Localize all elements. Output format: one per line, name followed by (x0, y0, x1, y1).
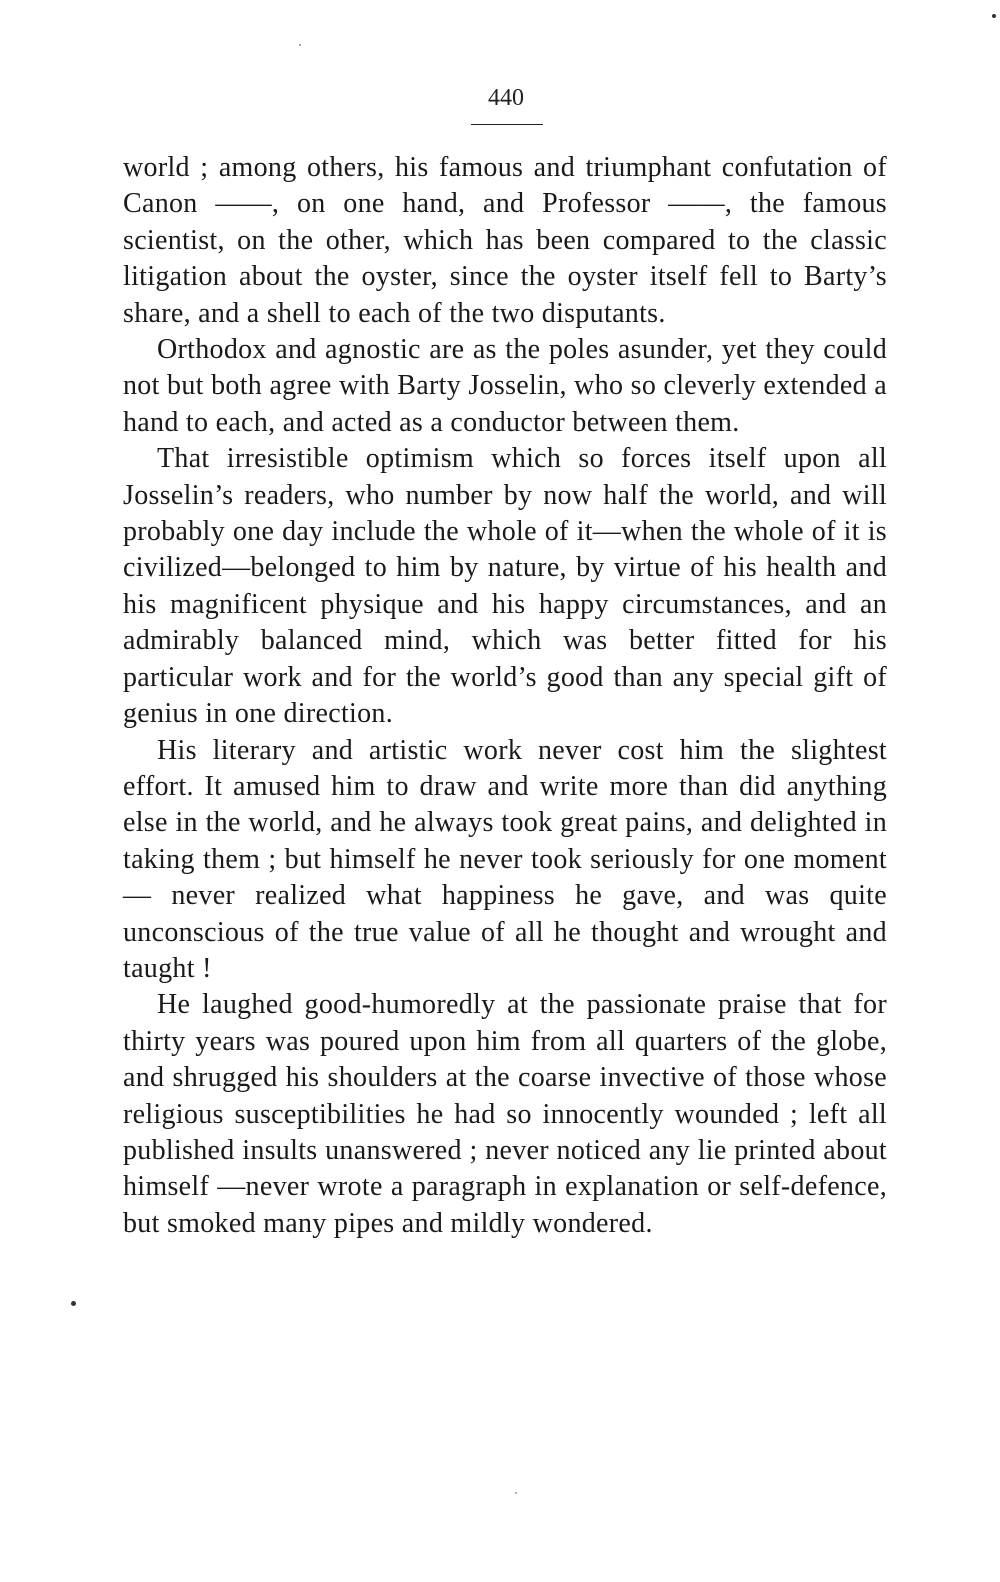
scan-speck (71, 1301, 76, 1306)
paragraph-3: That irresistible optimism which so forces itself upon all Josselin’s readers, who number by now half the world, and will probably one day include the whole of it—when the whole of it is civilized—belonged to him by nature, by virtue of his health and his magnificent physique and his happy circumstances, and an admirably balanced mind, which was better fitted for his particular work and for the world’s good than any special gift of genius in one direction. (123, 443, 887, 730)
scan-speck (992, 14, 996, 18)
body-text (123, 150, 887, 1242)
page-number: 440 (488, 85, 524, 111)
paragraph-2: Orthodox and agnostic are as the poles asunder, yet they could not but both agree with Barty Josselin, who so cleverly extended a hand to each, and acted as a conductor between them. (123, 334, 887, 438)
paragraph-5: He laughed good-humoredly at the passionate praise that for thirty years was poured upon him from all quarters of the globe, and shrugged his shoulders at the coarse invective of those whose religious susceptibilities he had so innocently wounded ; left all published insults unanswered ; never noticed any lie printed about himself —never wrote a paragraph in explanation or self-defence, but smoked many pipes and mildly wondered. (123, 989, 887, 1239)
paragraph-4: His literary and artistic work never cost him the slightest effort. It amused him to draw and write more than did anything else in the world, and he always took great pains, and delighted in taking them ; but himself he never took seriously for one moment — never realized what happiness he gave, and was quite unconscious of the true value of all he thought and wrought and taught ! (123, 734, 887, 984)
scan-speck (299, 44, 301, 46)
header-rule (471, 124, 543, 125)
paragraph-1: world ; among others, his famous and triumphant confutation of Canon ——, on one hand, and Professor ——, the famous scientist, on the other, which has been compared to the classic litigation about the oyster, since the oyster itself fell to Barty’s share, and a shell to each of the two disputants. (123, 152, 887, 329)
scan-speck (515, 1492, 517, 1494)
